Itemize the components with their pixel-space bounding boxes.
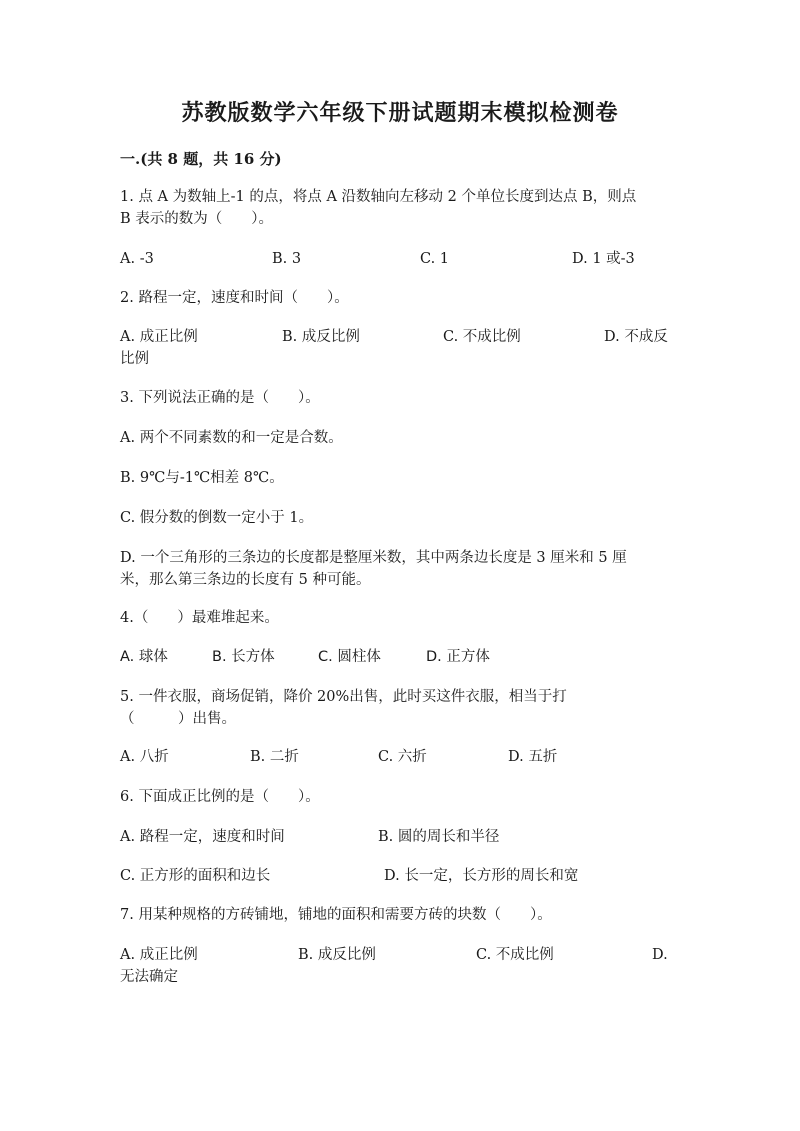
q6-option-a: A. 路程一定，速度和时间: [120, 829, 285, 845]
page-title: 苏教版数学六年级下册试题期末模拟检测卷: [181, 100, 619, 126]
q4-option-d: D. 正方体: [426, 649, 490, 665]
q1-option-c: C. 1: [420, 251, 450, 267]
q3-option-d-line-2: 米，那么第三条边的长度有 5 种可能。: [120, 572, 371, 588]
q7-option-b: B. 成反比例: [298, 947, 376, 963]
question-2-line-1: 2. 路程一定，速度和时间（ ）。: [120, 290, 349, 306]
q5-option-d: D. 五折: [508, 749, 558, 765]
question-1-line-1: 1. 点 A 为数轴上-1 的点，将点 A 沿数轴向左移动 2 个单位长度到达点 B，则点: [120, 189, 637, 205]
question-1-line-2: B 表示的数为（ ）。: [120, 211, 274, 227]
q4-option-c: C. 圆柱体: [318, 649, 381, 665]
question-4-line-1: 4.（ ）最难堆起来。: [120, 610, 279, 626]
q3-option-b: B. 9℃与-1℃相差 8℃。: [120, 470, 284, 486]
question-6-line-1: 6. 下面成正比例的是（ ）。: [120, 789, 320, 805]
q2-option-d: D. 不成反: [604, 329, 668, 345]
q4-option-b: B. 长方体: [212, 649, 275, 665]
question-3-line-1: 3. 下列说法正确的是（ ）。: [120, 390, 320, 406]
q7-option-c: C. 不成比例: [476, 947, 554, 963]
q6-option-d: D. 长一定，长方形的周长和宽: [384, 868, 579, 884]
question-5-line-1: 5. 一件衣服，商场促销，降价 20%出售，此时买这件衣服，相当于打: [120, 689, 567, 705]
q7-option-d-wrap: 无法确定: [120, 969, 178, 985]
q2-option-b: B. 成反比例: [282, 329, 360, 345]
question-6-options-row-1: [120, 826, 680, 848]
q4-option-a: A. 球体: [120, 649, 168, 665]
question-7-line-1: 7. 用某种规格的方砖铺地，铺地的面积和需要方砖的块数（ ）。: [120, 907, 552, 923]
question-1-options: [120, 248, 680, 270]
q1-option-a: A. -3: [120, 251, 154, 267]
q3-option-c: C. 假分数的倒数一定小于 1。: [120, 510, 314, 526]
q2-option-c: C. 不成比例: [443, 329, 521, 345]
q1-option-d: D. 1 或-3: [572, 251, 635, 267]
q5-option-b: B. 二折: [250, 749, 299, 765]
question-7-options: [120, 944, 680, 966]
q2-option-d-wrap: 比例: [120, 351, 149, 367]
question-6-options-row-2: [120, 865, 680, 887]
question-4-options: [120, 646, 680, 668]
q5-option-c: C. 六折: [378, 749, 427, 765]
section-heading: 一.(共 8 题，共 16 分): [120, 150, 282, 168]
q7-option-a: A. 成正比例: [120, 947, 198, 963]
q1-option-b: B. 3: [272, 251, 302, 267]
q2-option-a: A. 成正比例: [120, 329, 198, 345]
q5-option-a: A. 八折: [120, 749, 169, 765]
q3-option-d-line-1: D. 一个三角形的三条边的长度都是整厘米数，其中两条边长度是 3 厘米和 5 厘: [120, 550, 627, 566]
q6-option-b: B. 圆的周长和半径: [378, 829, 500, 845]
question-5-options: [120, 746, 680, 768]
question-5-line-2: （ ）出售。: [120, 711, 236, 727]
q6-option-c: C. 正方形的面积和边长: [120, 868, 271, 884]
question-2-options: [120, 326, 680, 348]
q7-option-d: D.: [652, 947, 668, 963]
q3-option-a: A. 两个不同素数的和一定是合数。: [120, 430, 343, 446]
